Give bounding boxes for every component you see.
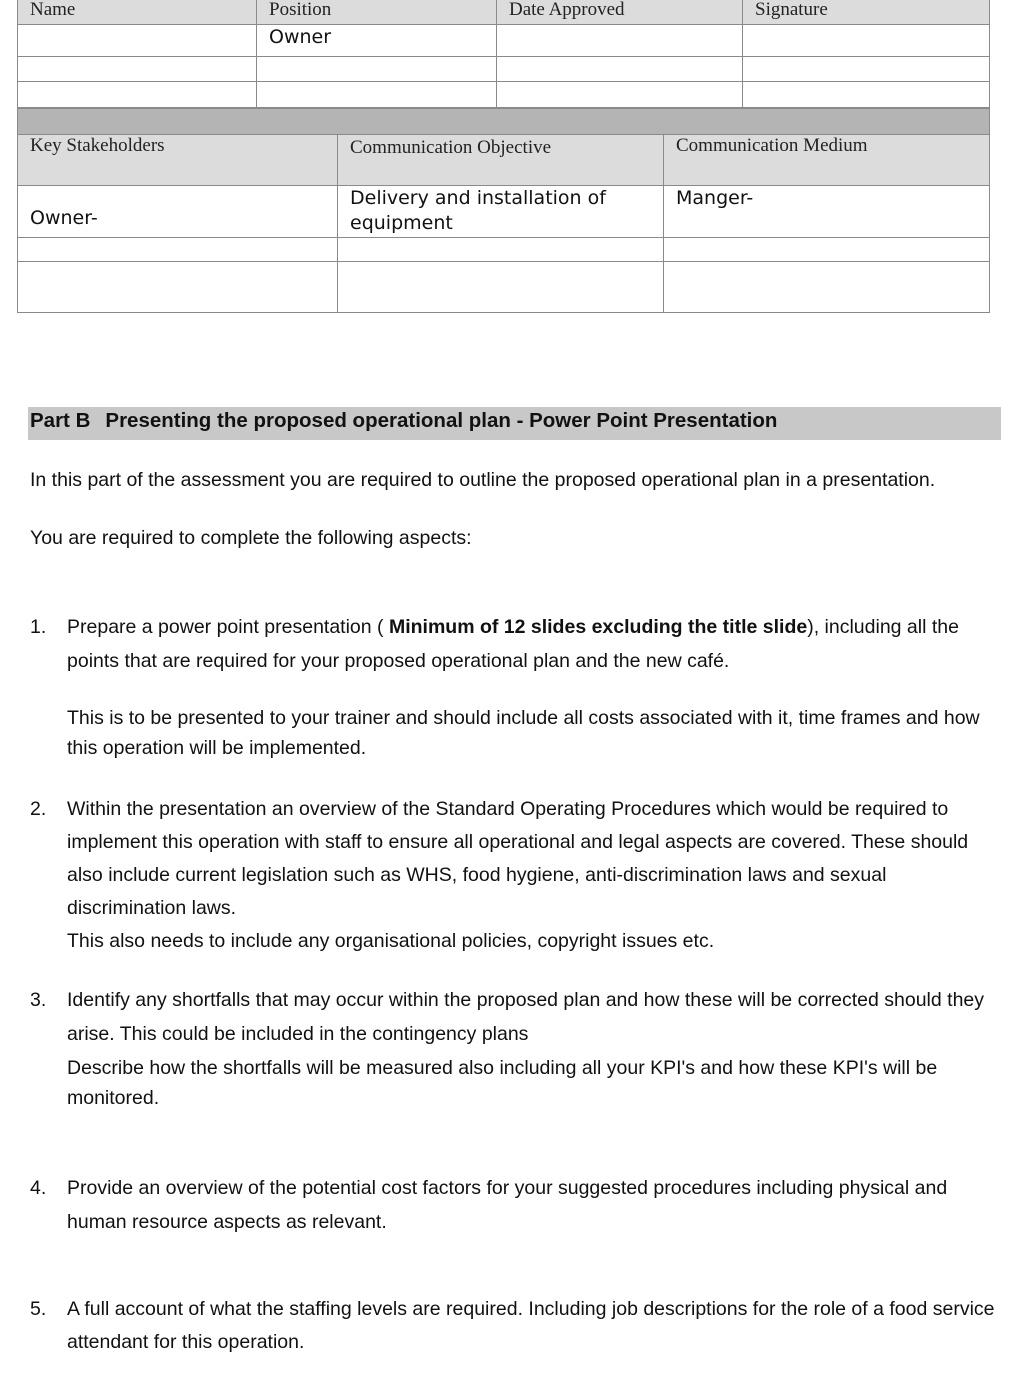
item-1-extra: This is to be presented to your trainer and should include all costs associated with it, time frames and how this operation will be implemented. [67,707,980,759]
list-number: 1. [30,616,47,638]
header-date-approved: Date Approved [497,0,743,25]
stakeholder-cell[interactable] [18,262,338,313]
intro-paragraph: In this part of the assessment you are required to outline the proposed operational plan in a presentation. [30,469,936,491]
date-cell[interactable] [497,57,743,82]
list-number: 2. [30,798,47,820]
stakeholder-cell[interactable]: Owner- [18,186,338,238]
objective-cell[interactable] [338,262,664,313]
approval-header-row [18,0,990,25]
name-cell[interactable] [18,82,257,108]
list-number: 5. [30,1298,47,1320]
signature-cell[interactable] [743,82,990,108]
item-3-text: Identify any shortfalls that may occur within the proposed plan and how these will be corrected should they arise. This could be included in the contingency plans [67,989,985,1045]
list-item [30,610,1002,763]
header-signature: Signature [743,0,990,25]
item-1-text: Prepare a power point presentation ( Minimum of 12 slides excluding the title slide), including all the points that are required for your proposed operational plan and the new café. [67,616,959,672]
date-cell[interactable] [497,25,743,57]
medium-cell[interactable] [664,238,990,262]
name-cell[interactable] [18,25,257,57]
list-item [30,1171,1002,1239]
item-4-text: Provide an overview of the potential cost factors for your suggested procedures including physical and human resource aspects as relevant. [67,1177,948,1233]
position-cell[interactable] [257,57,497,82]
position-cell[interactable] [257,82,497,108]
date-cell[interactable] [497,82,743,108]
header-communication-medium: Communication Medium [664,135,990,186]
approval-table [17,0,990,108]
item-2-extra: This also needs to include any organisational policies, copyright issues etc. [67,930,715,952]
name-cell[interactable] [18,57,257,82]
signature-cell[interactable] [743,57,990,82]
list-number: 3. [30,989,47,1011]
list-number: 4. [30,1177,47,1199]
table-row [18,262,990,313]
stakeholder-header-row [18,135,990,186]
item-2-text: Within the presentation an overview of the Standard Operating Procedures which would be required to implement this operation with staff to ensure all operational and legal aspects are covered. These should also include current legislation such as WHS, food hygiene, anti-discrimination laws and sexual discrimination laws. [67,798,969,919]
signature-cell[interactable] [743,25,990,57]
header-key-stakeholders: Key Stakeholders [18,135,338,186]
table-row [18,25,990,57]
item-5-text: A full account of what the staffing levels are required. Including job descriptions for the role of a food service attendant for this operation. [67,1298,995,1353]
header-communication-objective: Communication Objective [338,135,664,186]
medium-cell[interactable]: Manger- [664,186,990,238]
table-row [18,57,990,82]
objective-cell[interactable]: Delivery and installation of equipment [338,186,664,238]
header-name: Name [18,0,257,25]
intro-instruction: You are required to complete the following aspects: [30,527,472,549]
table-row [18,186,990,238]
table-divider-band [18,109,990,135]
list-item [30,793,1002,958]
slide-requirement: Minimum of 12 slides excluding the title slide [388,616,808,638]
item-3-extra: Describe how the shortfalls will be measured also including all your KPI's and how these KPI's will be monitored. [67,1057,938,1109]
stakeholder-cell[interactable] [18,238,338,262]
table-row [18,238,990,262]
part-b-heading [28,407,1001,440]
header-position: Position [257,0,497,25]
stakeholder-table [17,108,990,313]
table-row [18,82,990,108]
list-item [30,983,1002,1113]
medium-cell[interactable] [664,262,990,313]
part-b-title: Presenting the proposed operational plan - Power Point Presentation [105,409,778,432]
objective-cell[interactable] [338,238,664,262]
position-cell[interactable]: Owner [257,25,497,57]
part-b-label: Part B [30,409,91,432]
list-item [30,1293,1002,1359]
